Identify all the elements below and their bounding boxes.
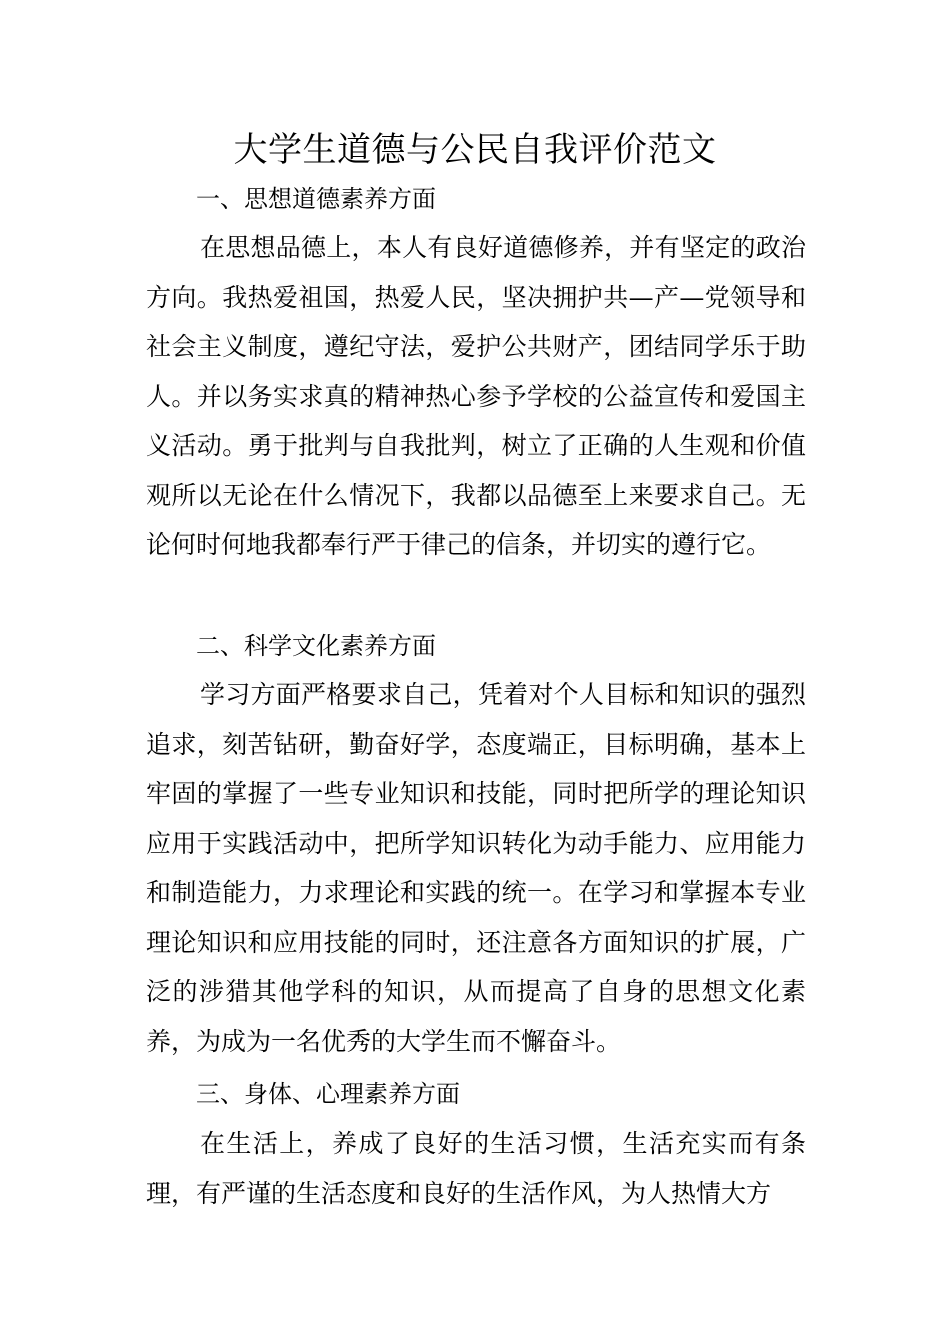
section-paragraph-1: 在思想品德上，本人有良好道德修养，并有坚定的政治方向。我热爱祖国，热爱人民，坚决拥护共—产—党领导和社会主义制度，遵纪守法，爱护公共财产，团结同学乐于助人。并以务实求真的精神热心参予学校的公益宣传和爱国主义活动。勇于批判与自我批判，树立了正确的人生观和价值观所以无论在什么情况下，我都以品德至上来要求自己。无论何时何地我都奉行严于律己的信条，并切实的遵行它。 xyxy=(146,233,806,559)
section-paragraph-2: 学习方面严格要求自己，凭着对个人目标和知识的强烈追求，刻苦钻研，勤奋好学，态度端正，目标明确，基本上牢固的掌握了一些专业知识和技能，同时把所学的理论知识应用于实践活动中，把所学知识转化为动手能力、应用能力和制造能力，力求理论和实践的统一。在学习和掌握本专业理论知识和应用技能的同时，还注意各方面知识的扩展，广泛的涉猎其他学科的知识，从而提高了自身的思想文化素养，为成为一名优秀的大学生而不懈奋斗。 xyxy=(146,680,806,1056)
section-heading-3: 三、身体、心理素养方面 xyxy=(196,1080,460,1108)
document-title: 大学生道德与公民自我评价范文 xyxy=(233,130,717,170)
section-heading-1: 一、思想道德素养方面 xyxy=(196,185,436,213)
section-paragraph-3: 在生活上，养成了良好的生活习惯，生活充实而有条理，有严谨的生活态度和良好的生活作风，为人热情大方 xyxy=(146,1129,806,1208)
section-heading-2: 二、科学文化素养方面 xyxy=(196,632,436,660)
